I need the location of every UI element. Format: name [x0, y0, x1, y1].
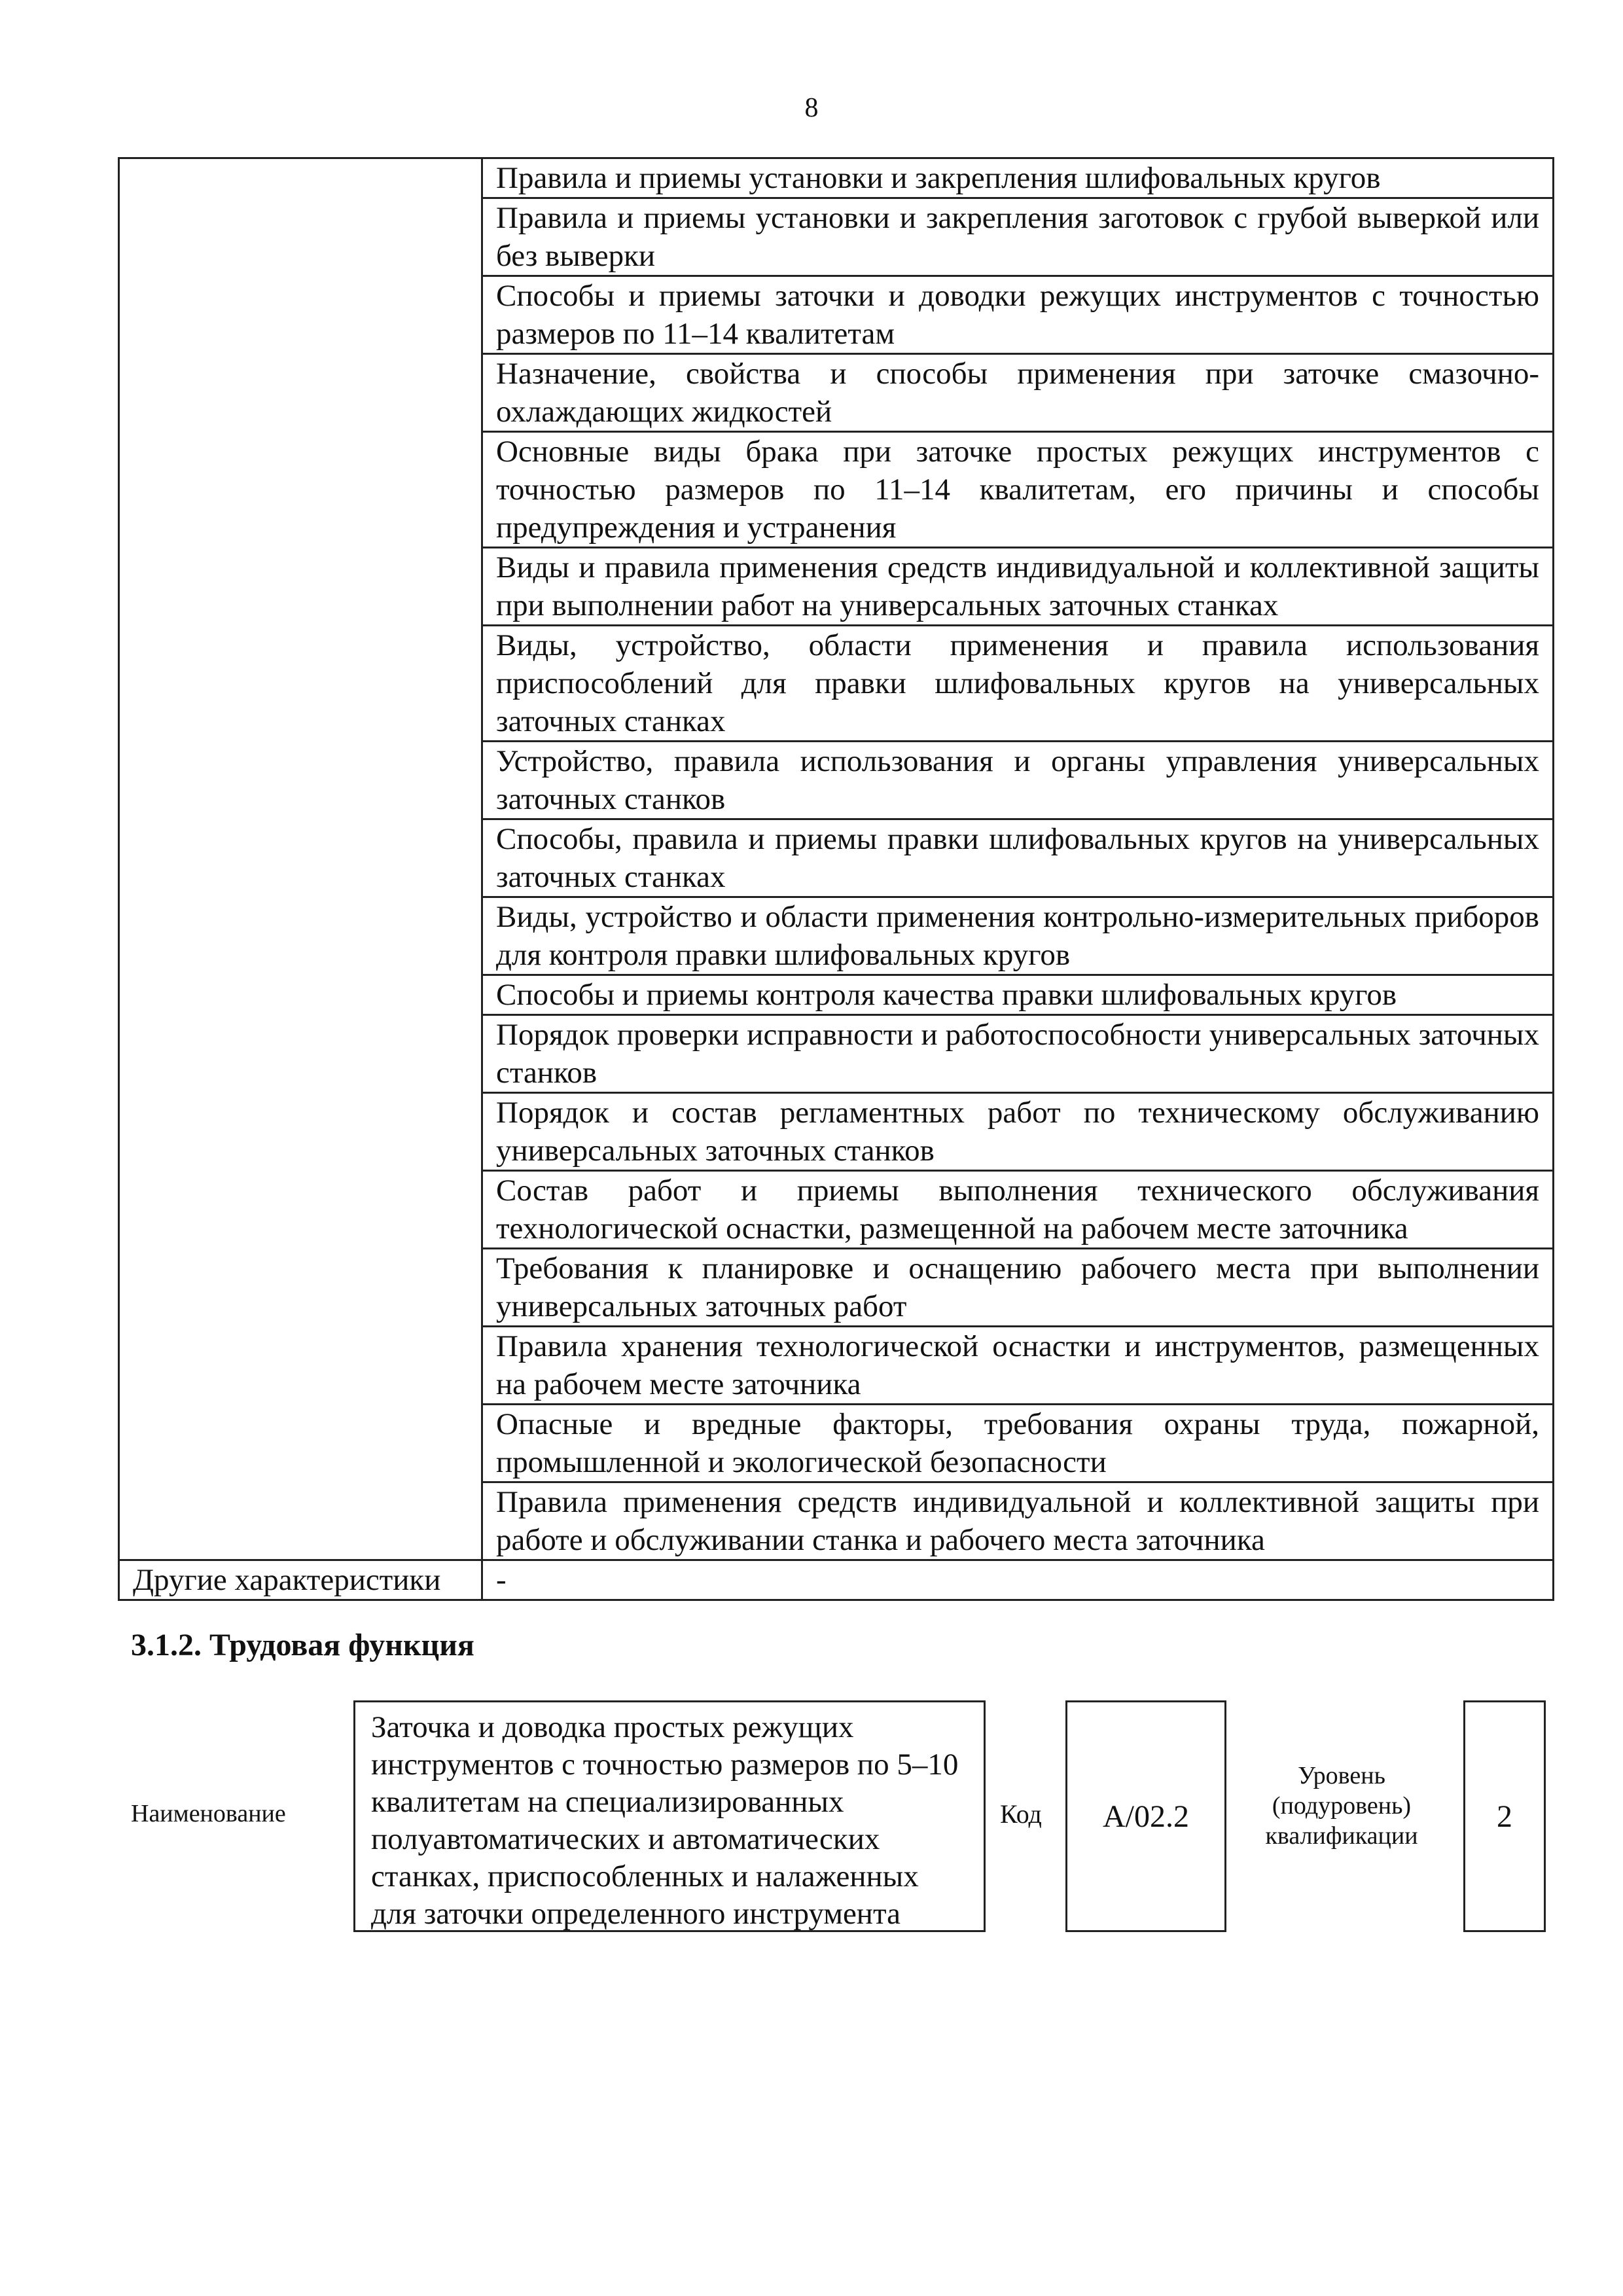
qualification-level-label-line: квалификации	[1265, 1822, 1418, 1850]
knowledge-category-cell	[119, 158, 482, 1560]
function-name-label: Наименование	[131, 1800, 286, 1827]
section-title: 3.1.2. Трудовая функция	[131, 1628, 474, 1662]
function-name-box: Заточка и доводка простых режущих инструментов с точностью размеров по 5–10 квалитетам на специализированных полуавтоматических и автоматических станках, приспособленных и налаженных для заточки определенного инструмента	[353, 1700, 986, 1932]
required-knowledge-table	[118, 157, 1554, 1601]
knowledge-item: Основные виды брака при заточке простых режущих инструментов с точностью размеров по 11–14 квалитетам, его причины и способы предупреждения и устранения	[482, 432, 1554, 548]
knowledge-item: Состав работ и приемы выполнения технического обслуживания технологической оснастки, размещенной на рабочем месте заточника	[482, 1171, 1554, 1249]
knowledge-item: Порядок проверки исправности и работоспособности универсальных заточных станков	[482, 1015, 1554, 1093]
function-code-label: Код	[1000, 1799, 1042, 1829]
other-characteristics-value: -	[482, 1560, 1554, 1600]
knowledge-item: Виды, устройство, области применения и правила использования приспособлений для правки шлифовальных кругов на универсальных заточных станках	[482, 626, 1554, 742]
other-characteristics-label: Другие характеристики	[119, 1560, 482, 1600]
qualification-level-label-line: Уровень	[1298, 1762, 1385, 1789]
qualification-level-label	[1243, 1761, 1440, 1851]
qualification-level-label-line: (подуровень)	[1272, 1792, 1412, 1820]
page-number: 8	[804, 93, 819, 123]
table-row	[119, 158, 1554, 198]
knowledge-item: Виды, устройство и области применения контрольно-измерительных приборов для контроля правки шлифовальных кругов	[482, 897, 1554, 975]
knowledge-item: Правила хранения технологической оснастки и инструментов, размещенных на рабочем месте заточника	[482, 1327, 1554, 1405]
function-code-box: А/02.2	[1065, 1700, 1226, 1932]
table-row	[119, 1560, 1554, 1600]
knowledge-item: Способы и приемы контроля качества правки шлифовальных кругов	[482, 975, 1554, 1015]
knowledge-table-body	[119, 158, 1554, 1600]
knowledge-item: Способы и приемы заточки и доводки режущих инструментов с точностью размеров по 11–14 квалитетам	[482, 276, 1554, 354]
knowledge-item: Назначение, свойства и способы применения при заточке смазочно-охлаждающих жидкостей	[482, 354, 1554, 432]
knowledge-item: Порядок и состав регламентных работ по техническому обслуживанию универсальных заточных станков	[482, 1093, 1554, 1171]
knowledge-item: Способы, правила и приемы правки шлифовальных кругов на универсальных заточных станках	[482, 819, 1554, 897]
qualification-level-box: 2	[1463, 1700, 1546, 1932]
knowledge-item: Правила и приемы установки и закрепления шлифовальных кругов	[482, 158, 1554, 198]
knowledge-item: Требования к планировке и оснащению рабочего места при выполнении универсальных заточных работ	[482, 1249, 1554, 1327]
knowledge-item: Устройство, правила использования и органы управления универсальных заточных станков	[482, 742, 1554, 819]
knowledge-item: Правила применения средств индивидуальной и коллективной защиты при работе и обслуживании станка и рабочего места заточника	[482, 1482, 1554, 1560]
knowledge-item: Опасные и вредные факторы, требования охраны труда, пожарной, промышленной и экологической безопасности	[482, 1405, 1554, 1482]
knowledge-item: Виды и правила применения средств индивидуальной и коллективной защиты при выполнении работ на универсальных заточных станках	[482, 548, 1554, 626]
knowledge-item: Правила и приемы установки и закрепления заготовок с грубой выверкой или без выверки	[482, 198, 1554, 276]
